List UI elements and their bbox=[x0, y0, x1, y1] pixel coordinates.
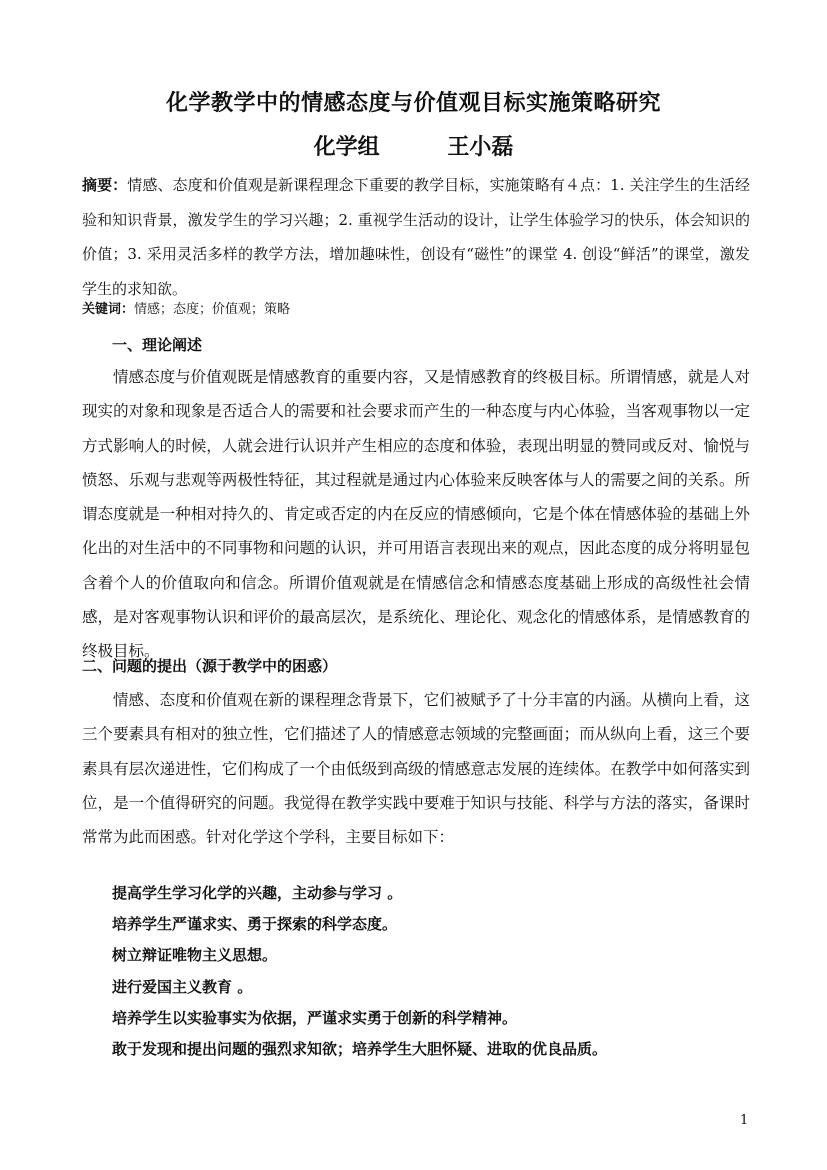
keywords-text: 情感；态度；价值观；策略 bbox=[134, 302, 291, 317]
goal-item: 树立辩证唯物主义思想。 bbox=[112, 946, 278, 965]
section-2-heading: 二、问题的提出（源于教学中的困惑） bbox=[82, 657, 338, 675]
keywords bbox=[82, 298, 750, 322]
goal-item: 进行爱国主义教育 。 bbox=[112, 977, 253, 996]
section-2-paragraph: 情感、态度和价值观在新的课程理念背景下，它们被赋予了十分丰富的内涵。从横向上看，这三个要素具有相对的独立性，它们描述了人的情感意志领域的完整画面；而从纵向上看，这三个要素具有层次递进性，它们构成了一个由低级到高级的情感意志发展的连续体。在教学中如何落实到位，是一个值得研究的问题。我觉得在教学实践中要难于知识与技能、科学与方法的落实，备课时常常为此而困惑。针对化学这个学科，主要目标如下： bbox=[82, 691, 750, 847]
section-1-heading: 一、理论阐述 bbox=[112, 336, 203, 354]
goal-item: 培养学生以实验事实为依据，严谨求实勇于创新的科学精神。 bbox=[112, 1008, 518, 1027]
abstract bbox=[82, 168, 750, 306]
byline-author: 王小磊 bbox=[447, 134, 514, 160]
goal-item: 提高学生学习化学的兴趣，主动参与学习 。 bbox=[112, 884, 403, 902]
keywords-label: 关键词： bbox=[82, 302, 135, 317]
goal-item: 培养学生严谨求实、勇于探索的科学态度。 bbox=[112, 915, 398, 934]
section-1-paragraph: 情感态度与价值观既是情感教育的重要内容，又是情感教育的终极目标。所谓情感，就是人对现实的对象和现象是否适合人的需要和社会要求而产生的一种态度与内心体验，当客观事物以一定方式影响人的时候，人就会进行认识并产生相应的态度和体验，表现出明显的赞同或反对、愉悦与愤怒、乐观与悲观等两极性特征，其过程就是通过内心体验来反映客体与人的需要之间的关系。所谓态度就是一种相对持久的、肯定或否定的内在反应的情感倾向，它是个体在情感体验的基础上外化出的对生活中的不同事物和问题的认识，并可用语言表现出来的观点，因此态度的成分将明显包含着个人的价值取向和信念。所谓价值观就是在情感信念和情感态度基础上形成的高级性社会情感，是对客观事物认识和评价的最高层次，是系统化、理论化、观念化的情感体系，是情感教育的终极目标。 bbox=[82, 368, 750, 661]
abstract-text: 情感、态度和价值观是新课程理念下重要的教学目标，实施策略有４点：1. 关注学生的生活经验和知识背景，激发学生的学习兴趣；2. 重视学生活动的设计，让学生体验学习的快乐，体会知识的价值；3. 采用灵活多样的教学方法，增加趣味性，创设有“磁性”的课堂 4. 创设“鲜活”的课堂，激发学生的求知欲。 bbox=[82, 176, 750, 298]
document-title: 化学教学中的情感态度与价值观目标实施策略研究 bbox=[165, 90, 661, 116]
byline-group: 化学组 bbox=[313, 134, 380, 160]
byline bbox=[0, 130, 827, 161]
page-number: 1 bbox=[740, 1113, 749, 1128]
goal-item: 敢于发现和提出问题的强烈求知欲；培养学生大胆怀疑、进取的优良品质。 bbox=[112, 1039, 608, 1058]
goals-list bbox=[112, 878, 752, 1065]
abstract-label: 摘要： bbox=[82, 176, 128, 194]
